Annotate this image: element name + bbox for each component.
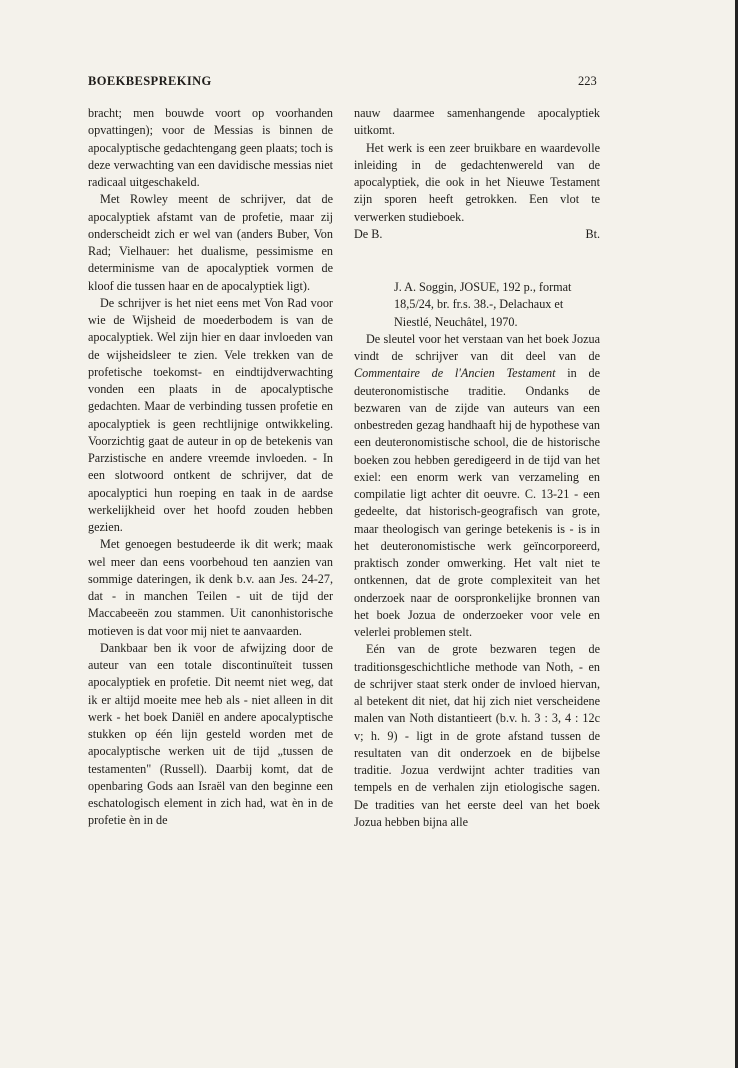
right-column <box>354 105 600 831</box>
series-title: Commentaire de l'Ancien Testament <box>354 366 556 381</box>
paragraph: Het werk is een zeer bruikbare en waardevolle inleiding in de gedachtenwereld van de apocalyptiek, die ook in het Nieuwe Testament zijn sporen heeft getrokken. Een vlot te verwerken studieboek. <box>354 140 600 224</box>
signature-right: Bt. <box>585 226 600 241</box>
paragraph: Met Rowley meent de schrijver, dat de apocalyptiek afstamt van de profetie, maar zij onderscheidt zich er wel van (anders Buber, Von Rad; Vielhauer: het dualisme, pessimisme en determinisme van de apocalyptiek vormen de kloof die tussen haar en de apocalyptiek ligt). <box>88 192 333 293</box>
paragraph: Eén van de grote bezwaren tegen de traditionsgeschichtliche methode van Noth, - en de schrijver staat sterk onder de invloed hiervan, al betekent dit niet, dat hij zich niet verscheidene malen van Noth distantieert (b.v. h. 3 : 3, 4 : 12c v; h. 9) - ligt in de grote afstand tussen de resultaten van dit onderzoek en de bijbelse traditie. Jozua verdwijnt achter tradities van tempels en de verhalen zijn etiologische sagen. De tradities van het eerste deel van het boek Jozua hebben bijna alle <box>354 642 600 829</box>
paragraph: De schrijver is het niet eens met Von Rad voor wie de Wijsheid de moederbodem is van de apocalyptiek. Wel zijn hier en daar invloeden van de wijsheidsleer te zien. Vele trekken van de profetische toekomst- en eindtijdverwachting vonden een plaats in de apocalyptische gedachten. Maar de verbinding tussen profetie en apocalyptiek is geen rechtlijnige ontwikkeling. Voorzichtig gaat de auteur in op de betekenis van Parzistische en andere vreemde invloeden. - In een slotwoord ontkent de schrijver, dat de apocalyptici hun roeping en taak in de aardse werkelijkheid over het hoofd zouden hebben gezien. <box>88 295 333 534</box>
paragraph: Dankbaar ben ik voor de afwijzing door de auteur van een totale discontinuïteit tussen apocalyptiek en profetie. Dit neemt niet weg, dat ik er altijd moeite mee heb als - niet alleen in dit werk - het boek Daniël en andere apocalyptische stukken op één lijn gesteld worden met de apocalyptische werken uit de tijd „tussen de testamenten" (Russell). Daarbij komt, dat de openbaring Gods aan Israël van den beginne een eschatologisch element in zich had, wat èn in de profetie èn in de <box>88 640 333 828</box>
paragraph-text: De sleutel voor het verstaan van het boek Jozua vindt de schrijver van dit deel van de <box>354 331 600 363</box>
paragraph-text: in de deuteronomistische traditie. Ondanks de bezwaren van de zijde van auteurs van een onbestreden gezag handhaaft hij de hypothese van een deuteronomistische school, die de historische boeken zou hebben geredigeerd in de tijd van het exiel: een enorm werk van verzameling en compilatie ligt achter dit oeuvre. C. 13-21 - een gedeelte, dat historisch-geografisch van grote, maar theologisch van geringe betekenis is - is in het deuteronomistische werk geïncorporeerd, praktisch zonder omwerking. Het valt niet te ontkennen, dat de grote complexiteit van het onderzoek naar de oorspronkelijke bronnen van het boek Jozua de onderzoeker voor vele en velerlei problemen stelt. <box>354 366 601 639</box>
paragraph: bracht; men bouwde voort op voorhanden opvattingen); voor de Messias is binnen de apocalyptische gedachtengang geen plaats; toch is deze verwachting van een davidische messias niet radicaal uitgeschakeld. <box>88 106 333 189</box>
section-gap <box>354 243 600 279</box>
bibliographic-entry: J. A. Soggin, JOSUE, 192 p., format 18,5/24, br. fr.s. 38.-, Delachaux et Niestlé, Neuchâtel, 1970. <box>394 280 572 329</box>
signature-left: De B. <box>354 226 383 241</box>
paragraph: Met genoegen bestudeerde ik dit werk; maak wel meer dan eens voorbehoud ten aanzien van sommige dateringen, ik denk b.v. aan Jes. 24-27, dat - in manchen Teilen - uit de tijd der Maccabeeën zou stammen. Uit canonhistorische motieven is dat voor mij niet te aanvaarden. <box>88 537 333 638</box>
reviewer-signature <box>354 226 600 243</box>
running-title: BOEKBESPREKING <box>88 74 212 88</box>
paragraph <box>354 331 600 642</box>
paragraph: nauw daarmee samenhangende apocalyptiek uitkomt. <box>354 106 600 138</box>
page-number: 223 <box>578 74 597 88</box>
left-column <box>88 105 333 830</box>
